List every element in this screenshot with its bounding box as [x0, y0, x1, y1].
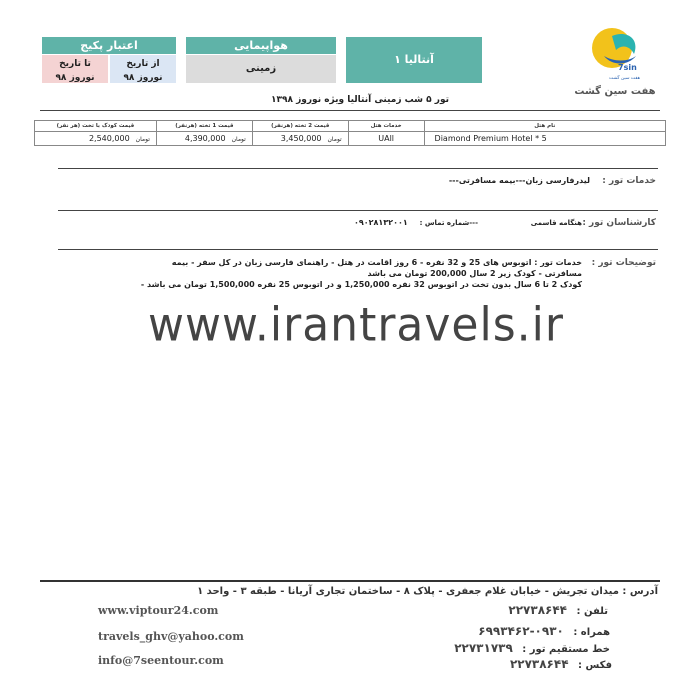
currency-label: تومان [327, 136, 342, 143]
phone-value: ۲۲۷۳۸۶۴۴ [508, 603, 567, 617]
to-date-label: تا تاریخ [59, 59, 91, 69]
header-hotel: نام هتل [424, 121, 665, 132]
watermark: www.irantravels.ir [148, 298, 564, 353]
expert-phone: ۰۹۰۲۸۱۳۲۰۰۱ [354, 218, 408, 227]
child-price-value: 2,540,000 [88, 134, 130, 143]
single-price-value: 4,390,000 [184, 134, 226, 143]
hotel-service-cell: UAll [348, 132, 424, 146]
header-child: قیمت کودک با تخت (هر نفر) [35, 121, 157, 132]
to-date-cell [42, 55, 108, 83]
divider [58, 168, 658, 169]
destination-title: آنتالیا ۱ [346, 37, 482, 83]
single-price-cell [156, 132, 252, 146]
child-price-cell [35, 132, 157, 146]
currency-label: تومان [135, 136, 150, 143]
transport-value: زمینی [186, 55, 336, 83]
description-line: مسافرتی - کودک زیر 2 سال 200,000 تومان می باشد [367, 269, 582, 278]
email-link-yahoo[interactable]: travels_ghv@yahoo.com [98, 630, 244, 643]
tour-services-label: خدمات تور : [602, 176, 656, 186]
currency-label: تومان [231, 136, 246, 143]
expert-phone-label: ---شماره تماس : [419, 219, 478, 227]
direct-line-label: خط مستقیم تور : [522, 644, 610, 655]
tour-description-label: توضیحات تور : [591, 258, 656, 268]
phone-label: تلفن : [576, 606, 608, 617]
brand-logo [582, 26, 652, 82]
footer-divider [40, 580, 660, 582]
footer-address: آدرس : میدان تجریش - خیابان غلام جعفری - پلاک ۸ - ساختمان تجاری آریانا - طبقه ۳ - واحد ۱ [197, 586, 658, 597]
fax-label: فکس : [578, 660, 612, 671]
mobile-value: ۰۹۳۰-۶۹۹۳۴۶۲ [478, 624, 564, 638]
double-price-cell [252, 132, 348, 146]
expert-name: هنگامه قاسمی [530, 219, 582, 227]
to-date-value: نوروز ۹۸ [55, 73, 95, 83]
price-table [34, 120, 666, 146]
from-date-label: از تاریخ [126, 59, 160, 69]
header-double: قیمت 2 تخته (هرنفر) [252, 121, 348, 132]
footer-phone [508, 603, 608, 617]
website-link[interactable]: www.viptour24.com [98, 604, 219, 617]
package-validity-title: اعتبار پکیج [42, 37, 176, 54]
header-service: خدمات هتل [348, 121, 424, 132]
email-link-info[interactable]: info@7seentour.com [98, 654, 224, 667]
tour-description [112, 257, 582, 290]
fax-value: ۲۲۷۳۸۶۴۴ [509, 657, 569, 671]
header-single: قیمت 1 تخته (هرنفر) [156, 121, 252, 132]
table-header-row [35, 121, 666, 132]
logo-subtext: هفت سین گشت [608, 76, 640, 81]
direct-line-value: ۲۲۷۳۱۷۳۹ [454, 641, 513, 655]
hotel-name-cell: Diamond Premium Hotel * 5 [424, 132, 665, 146]
tour-experts-label: کارشناسان تور : [582, 218, 656, 228]
description-line: کودک 2 تا 6 سال بدون تخت در اتوبوس 32 نفره 1,250,000 و در اتوبوس 25 نفره 1,500,000 تومان می باشد - [140, 280, 582, 289]
footer-mobile [478, 624, 610, 638]
table-row [35, 132, 666, 146]
description-line: خدمات تور : اتوبوس های 25 و 32 نفره - 6 روز اقامت در هتل - راهنمای فارسی زبان در کل سفر - بیمه [171, 258, 582, 267]
from-date-cell [110, 55, 176, 83]
divider [58, 249, 658, 250]
footer-direct-line [454, 641, 610, 655]
divider [58, 210, 658, 211]
transport-title: هواپیمایی [186, 37, 336, 54]
divider [40, 110, 660, 111]
tour-services-value: لیدرفارسی زبان---بیمه مسافرتی--- [448, 176, 590, 185]
tour-title: تور ۵ شب زمینی آنتالیا ویژه نوروز ۱۳۹۸ [270, 95, 450, 105]
footer-fax [510, 657, 612, 671]
brand-name: هفت سین گشت [574, 86, 656, 97]
logo-text: 7sin [618, 63, 637, 72]
mobile-label: همراه : [573, 627, 610, 638]
from-date-value: نوروز ۹۸ [123, 73, 163, 83]
double-price-value: 3,450,000 [280, 134, 322, 143]
